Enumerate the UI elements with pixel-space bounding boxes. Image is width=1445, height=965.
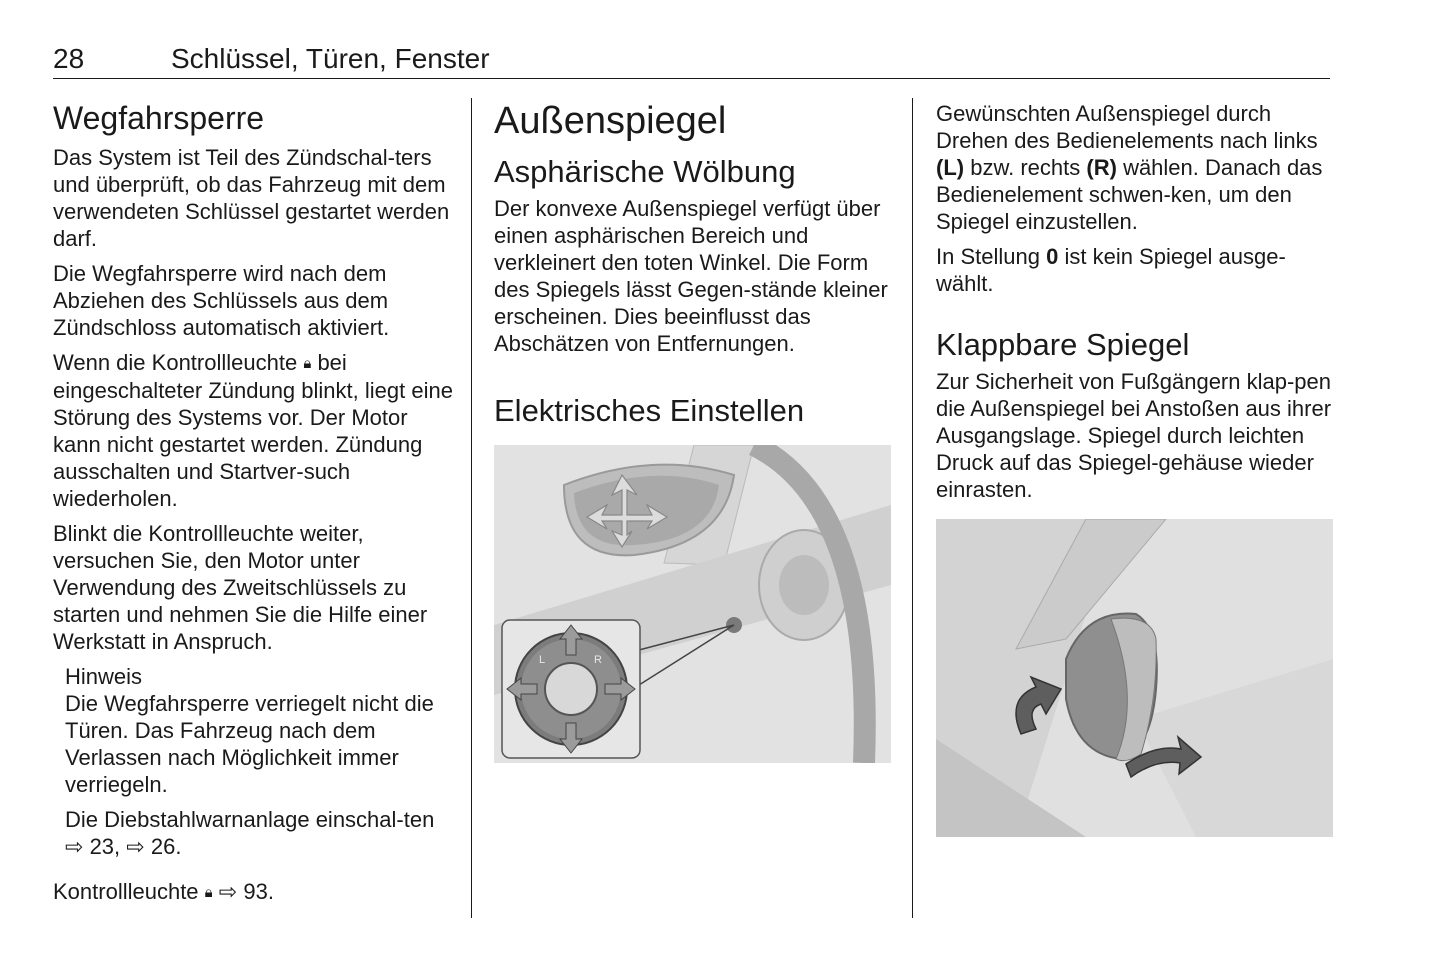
page-header [53,42,1330,79]
note-paragraph [65,806,453,860]
mirror-control-illustration [494,445,891,763]
paragraph: Die Wegfahrsperre wird nach dem Abziehen des Schlüssels aus dem Zündschloss automatisch aktiviert. [53,261,390,340]
text: In Stellung [936,244,1040,269]
text: ist kein Spiegel ausge-wählt. [936,244,1286,296]
note-box [53,663,453,860]
label-right: (R) [1086,155,1117,180]
fig-label-right: R [594,654,602,666]
chapter-title: Schlüssel, Türen, Fenster [171,43,490,74]
paragraph [936,243,1336,297]
section-heading-exterior-mirrors: Außenspiegel [494,100,727,142]
page-reference[interactable]: 26. [150,834,182,859]
paragraph: Das System ist Teil des Zündschal-ters und überprüft, ob das Fahrzeug mit dem verwendeten Schlüssel gestartet werden darf. [53,145,450,251]
column-mirror-adjust [936,100,1336,837]
label-left: (L) [936,155,965,180]
section-heading-immobilizer: Wegfahrsperre [53,100,265,136]
column-divider-1 [471,98,472,918]
text: Gewünschten Außenspiegel durch Drehen des Bedienelements nach links [936,101,1318,153]
text: bei eingeschalteter Zündung blinkt, liegt eine Störung des Systems vor. Der Motor kann nicht gestartet werden. Zündung ausschalten und Startver-such wiederholen. [53,350,453,511]
label-zero: 0 [1046,244,1059,269]
folding-mirror-illustration [936,519,1333,837]
page-reference-icon: ⇨ [218,879,238,904]
fig-label-left: L [539,654,546,666]
page-reference-icon: ⇨ [65,834,84,859]
page-number: 28 [53,43,85,74]
text: wählen. Danach das Bedienelement schwen-ken, um den Spiegel einzustellen. [936,155,1323,234]
note-paragraph: Die Wegfahrsperre verriegelt nicht die Türen. Das Fahrzeug nach dem Verlassen nach Möglichkeit immer verriegeln. [65,691,434,797]
text: bzw. rechts [970,155,1081,180]
text: Die Diebstahlwarnanlage einschal-ten [65,807,435,832]
paragraph [53,349,453,512]
subheading-electric-adjust: Elektrisches Einstellen [494,393,805,428]
page-reference-icon: ⇨ [126,834,145,859]
paragraph: Der konvexe Außenspiegel verfügt über einen asphärischen Bereich und verkleinert den toten Winkel. Die Form des Spiegels lässt Gegen-stände kleiner erscheinen. Dies beeinflusst das Abschätzen von Entfernungen. [494,196,888,356]
immobilizer-icon: 🔒︎ [204,884,213,901]
paragraph: Zur Sicherheit von Fußgängern klap-pen die Außenspiegel bei Anstoßen aus ihrer Ausgangslage. Spiegel durch leichten Druck auf das Spiegel-gehäuse wieder einrasten. [936,369,1332,502]
paragraph: Blinkt die Kontrollleuchte weiter, versuchen Sie, den Motor unter Verwendung des Zweitschlüssels zu starten und nehmen Sie die Hilfe einer Werkstatt in Anspruch. [53,521,428,654]
column-immobilizer [53,98,453,914]
subheading-aspheric: Asphärische Wölbung [494,154,796,189]
page-reference[interactable]: 23, [89,834,121,859]
note-title: Hinweis [65,664,143,689]
text: Kontrollleuchte [53,879,199,904]
immobilizer-icon: 🔒︎ [303,355,312,372]
paragraph [936,100,1336,235]
column-exterior-mirrors [494,98,894,763]
page-reference[interactable]: 93. [243,879,274,904]
text: Wenn die Kontrollleuchte [53,350,298,375]
column-divider-2 [912,98,913,918]
paragraph [53,878,453,906]
subheading-folding-mirrors: Klappbare Spiegel [936,327,1190,362]
